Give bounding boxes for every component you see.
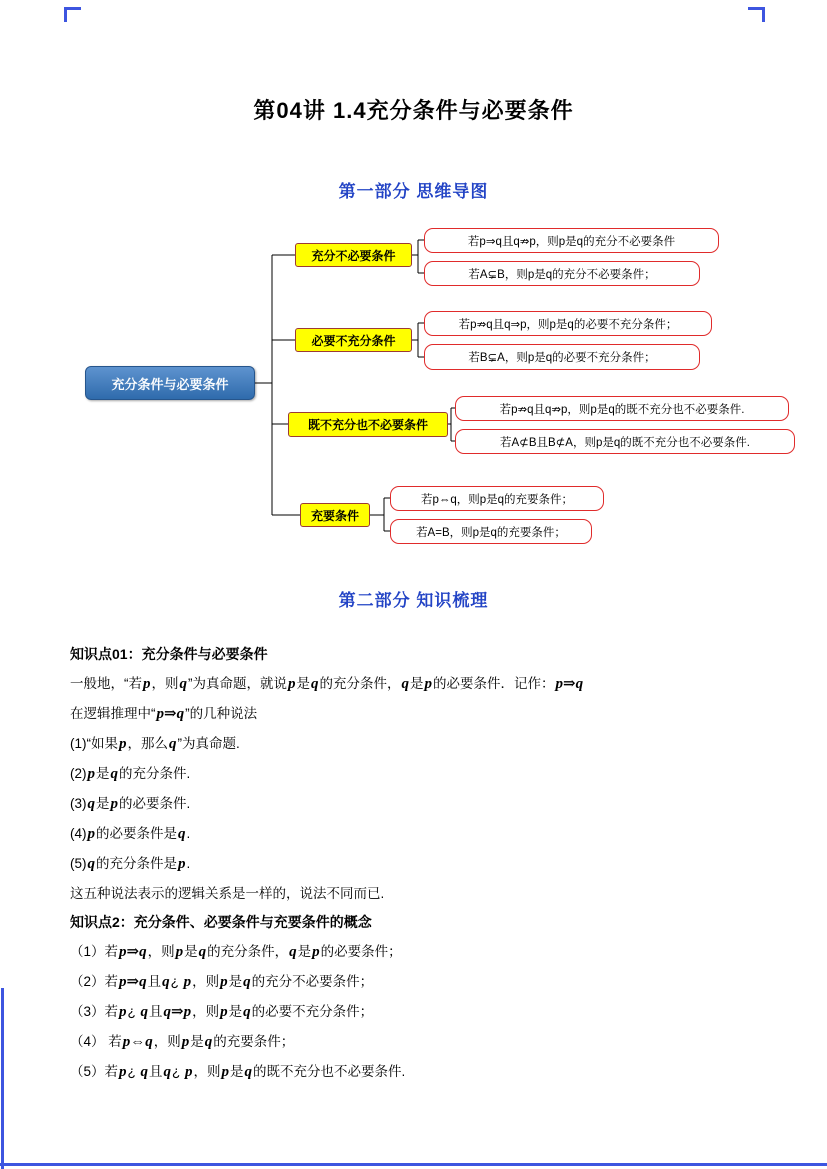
knowledge-line: （3）若p¿ q且q⇒p，则p是q的必要不充分条件； [70,1004,374,1020]
knowledge-point-1-heading: 知识点01：充分条件与必要条件 [70,646,268,662]
knowledge-point-2-heading: 知识点2：充分条件、必要条件与充要条件的概念 [70,914,372,930]
knowledge-line: 这五种说法表示的逻辑关系是一样的，说法不同而已. [70,886,385,901]
mindmap-root-node: 充分条件与必要条件 [85,366,255,400]
knowledge-line: (3)q是p的必要条件. [70,796,191,812]
mindmap-leaf: 若p⇒q且q⇏p，则p是q的充分不必要条件 [424,228,719,253]
mindmap-leaf: 若B⊊A，则p是q的必要不充分条件； [424,344,700,370]
mindmap [60,215,800,565]
knowledge-section [70,640,770,1087]
mindmap-branch-neither: 既不充分也不必要条件 [288,412,448,437]
page-corner-mark-top-right [748,7,765,22]
mindmap-leaf: 若p⇏q且q⇏p，则p是q的既不充分也不必要条件. [455,396,789,421]
mindmap-leaf: 若A⊊B，则p是q的充分不必要条件； [424,261,700,286]
section-heading-part1: 第一部分 思维导图 [338,182,489,201]
knowledge-line: (5)q的充分条件是p. [70,856,191,872]
page-border-left-line [1,988,4,1169]
mindmap-branch-iff: 充要条件 [300,503,370,527]
knowledge-line: （4） 若p⇔q，则p是q的充要条件； [70,1034,295,1050]
mindmap-leaf: 若A⊄B且B⊄A，则p是q的既不充分也不必要条件. [455,429,795,454]
knowledge-line: 一般地，“若p，则q”为真命题，就说p是q的充分条件，q是p的必要条件．记作：p⇒q [70,676,584,692]
mindmap-branch-necessary-not-sufficient: 必要不充分条件 [295,328,412,352]
page-border-bottom-line [0,1163,827,1166]
mindmap-leaf: 若p⇏q且q⇒p，则p是q的必要不充分条件； [424,311,712,336]
page-corner-mark-top-left [64,7,81,22]
knowledge-line: (2)p是q的充分条件. [70,766,191,782]
knowledge-line: （1）若p⇒q，则p是q的充分条件，q是p的必要条件； [70,944,402,960]
knowledge-line: 在逻辑推理中“p⇒q”的几种说法 [70,706,258,722]
mindmap-leaf: 若A=B，则p是q的充要条件； [390,519,592,544]
knowledge-line: （5）若p¿ q且q¿ p，则p是q的既不充分也不必要条件. [70,1064,406,1080]
knowledge-line: （2）若p⇒q且q¿ p，则p是q的充分不必要条件； [70,974,374,990]
knowledge-line: (1)“如果p，那么q”为真命题. [70,736,240,752]
mindmap-branch-sufficient-not-necessary: 充分不必要条件 [295,243,412,267]
knowledge-line: (4)p的必要条件是q. [70,826,191,842]
section-heading-part2: 第二部分 知识梳理 [338,591,489,610]
document-title: 第04讲 1.4充分条件与必要条件 [253,98,574,123]
mindmap-leaf: 若p⇔q，则p是q的充要条件； [390,486,604,511]
